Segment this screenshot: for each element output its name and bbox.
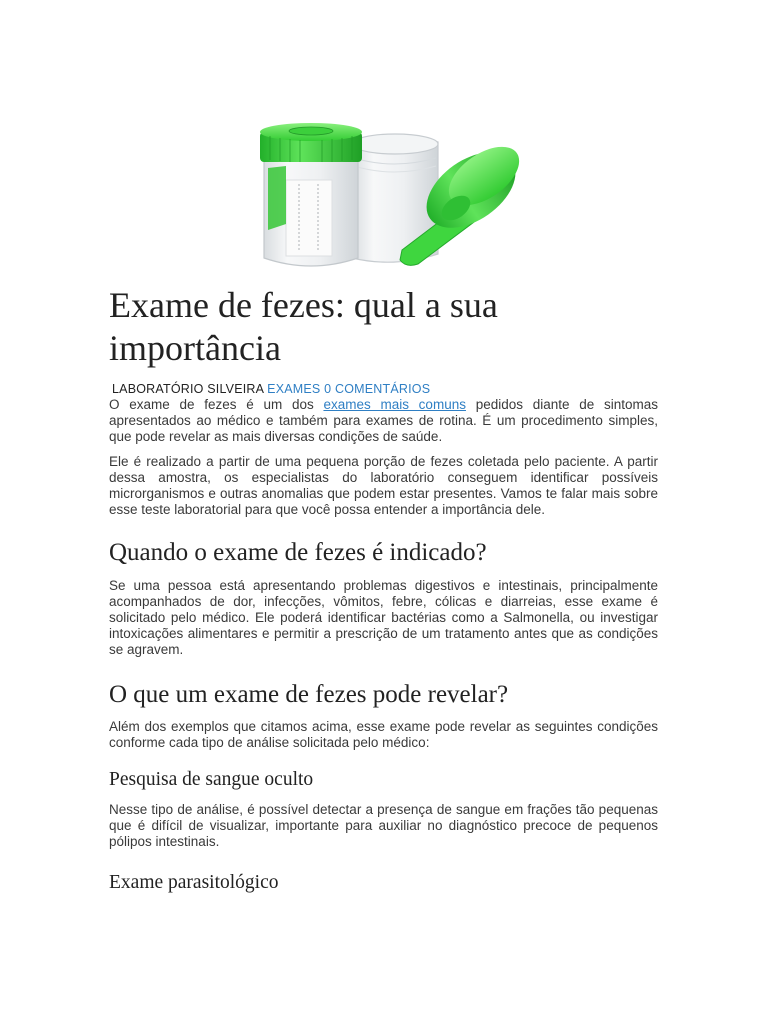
common-exams-link[interactable]: exames mais comuns xyxy=(323,397,466,412)
section-heading-indicado: Quando o exame de fezes é indicado? xyxy=(109,539,487,566)
intro-text-start: O exame de fezes é um dos xyxy=(109,397,324,412)
subsection-text-sangue-oculto: Nesse tipo de análise, é possível detectar a presença de sangue em frações tão pequenas que é difícil de visualizar, importante para auxiliar no diagnóstico precoce de pequenos pólipos intestinais. xyxy=(109,802,658,849)
subsection-heading-parasitologico: Exame parasitológico xyxy=(109,872,279,893)
section-text-revelar: Além dos exemplos que citamos acima, esse exame pode revelar as seguintes condições conforme cada tipo de análise solicitada pelo médico: xyxy=(109,719,658,750)
article xyxy=(109,284,658,895)
category-link[interactable]: EXAMES xyxy=(263,382,321,396)
intro-text-end: pedidos diante de sintomas apresentados ao médico e também para exames de rotina. É um procedimento simples, que pode revelar as mais diversas condições de saúde. xyxy=(109,397,658,444)
specimen-containers-image xyxy=(234,118,544,278)
author-name: LABORATÓRIO SILVEIRA xyxy=(112,382,264,396)
subsection-heading-sangue-oculto: Pesquisa de sangue oculto xyxy=(109,769,314,790)
section-heading-revelar: O que um exame de fezes pode revelar? xyxy=(109,681,509,708)
intro-paragraph xyxy=(109,397,658,445)
section-text-indicado: Se uma pessoa está apresentando problemas digestivos e intestinais, principalmente acompanhados de dor, infecções, vômitos, febre, cólicas e diarreias, esse exame é solicitado pelo médico. Ele poderá identificar bactérias como a Salmonella, ou investigar intoxicações alimentares e permitir a prescrição de um tratamento antes que as condições se agravem. xyxy=(109,578,658,657)
front-jar xyxy=(260,123,362,266)
page-title: Exame de fezes: qual a sua importância xyxy=(109,285,498,368)
article-meta xyxy=(112,381,658,397)
comments-link[interactable]: 0 COMENTÁRIOS xyxy=(320,382,431,396)
paragraph-2: Ele é realizado a partir de uma pequena porção de fezes coletada pelo paciente. A partir dessa amostra, os especialistas do laboratório conseguem identificar possíveis microrganismos e outras anomalias que podem estar presentes. Vamos te falar mais sobre esse teste laboratorial para que você possa entender a importância dele. xyxy=(109,454,658,517)
